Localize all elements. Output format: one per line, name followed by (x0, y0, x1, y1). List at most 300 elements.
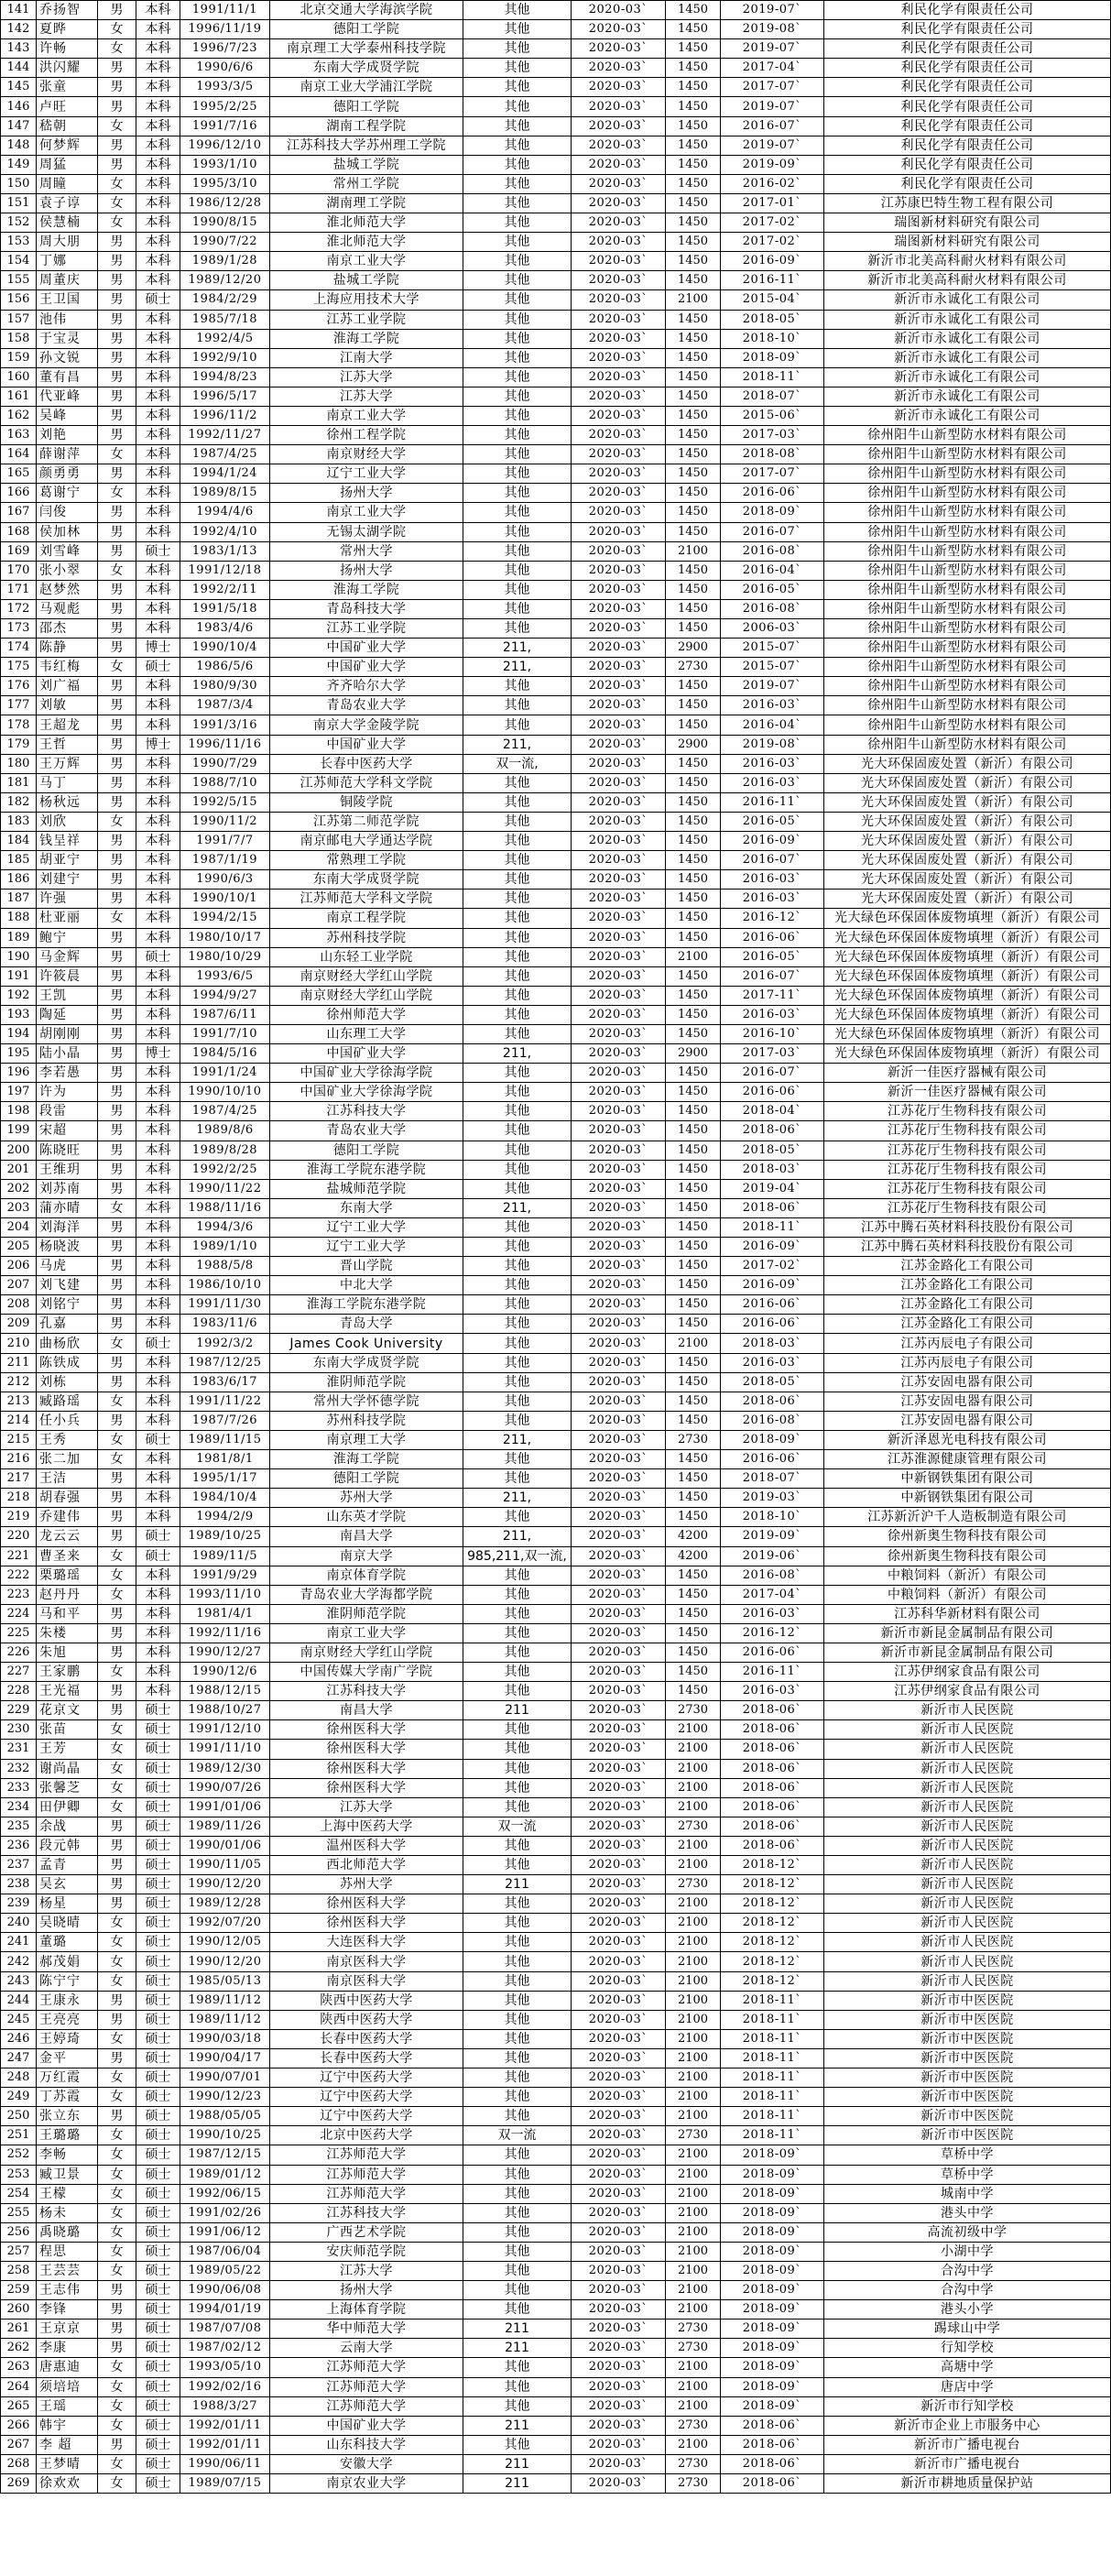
apply-date-cell: 2020-03` (572, 1489, 666, 1508)
row-index-cell: 239 (1, 1894, 37, 1914)
gender-cell: 女 (98, 2068, 136, 2088)
table-row (1, 1836, 1111, 1855)
table-row (1, 2474, 1111, 2494)
degree-cell: 本科 (136, 1276, 180, 1295)
row-index-cell: 166 (1, 484, 37, 503)
table-row (1, 1160, 1111, 1179)
table-row (1, 1295, 1111, 1315)
school-tier-cell: 其他 (463, 2010, 572, 2029)
gender-cell: 男 (98, 677, 136, 696)
employment-date-cell: 2018-09` (721, 2300, 824, 2319)
degree-cell: 本科 (136, 426, 180, 445)
school-tier-cell: 其他 (463, 1334, 572, 1353)
employer-cell: 瑞图新材料研究有限公司 (824, 213, 1111, 233)
row-index-cell: 161 (1, 387, 37, 406)
subsidy-amount-cell: 1450 (666, 966, 721, 986)
degree-cell: 硕士 (136, 947, 180, 966)
employer-cell: 新沂一佳医疗器械有限公司 (824, 1083, 1111, 1102)
university-cell: 淮阴师范学院 (270, 1372, 463, 1392)
subsidy-amount-cell: 1450 (666, 97, 721, 116)
apply-date-cell: 2020-03` (572, 1875, 666, 1894)
row-index-cell: 266 (1, 2416, 37, 2435)
university-cell: 南京工业大学 (270, 252, 463, 271)
birth-date-cell: 1995/1/17 (180, 1469, 270, 1489)
employer-cell: 光大环保固废处置（新沂）有限公司 (824, 792, 1111, 812)
university-cell: 苏州科技学院 (270, 928, 463, 947)
gender-cell: 男 (98, 1894, 136, 1914)
employer-cell: 利民化学有限责任公司 (824, 97, 1111, 116)
employer-cell: 江苏淮源健康管理有限公司 (824, 1450, 1111, 1469)
row-index-cell: 264 (1, 2377, 37, 2396)
subsidy-amount-cell: 2730 (666, 2454, 721, 2473)
apply-date-cell: 2020-03` (572, 1682, 666, 1701)
table-row (1, 116, 1111, 136)
birth-date-cell: 1989/12/30 (180, 1759, 270, 1778)
subsidy-amount-cell: 2100 (666, 541, 721, 561)
row-index-cell: 162 (1, 406, 37, 425)
employment-date-cell: 2018-06` (721, 2454, 824, 2473)
gender-cell: 男 (98, 233, 136, 252)
school-tier-cell: 其他 (463, 2222, 572, 2242)
table-row (1, 1566, 1111, 1585)
birth-date-cell: 1981/8/1 (180, 1450, 270, 1469)
gender-cell: 女 (98, 1720, 136, 1740)
person-name-cell: 何梦辉 (37, 136, 98, 155)
subsidy-amount-cell: 1450 (666, 1005, 721, 1024)
university-cell: 徐州医科大学 (270, 1740, 463, 1759)
birth-date-cell: 1990/7/29 (180, 754, 270, 773)
university-cell: 扬州大学 (270, 484, 463, 503)
subsidy-amount-cell: 2100 (666, 2358, 721, 2377)
row-index-cell: 183 (1, 812, 37, 831)
school-tier-cell: 其他 (463, 1720, 572, 1740)
person-name-cell: 王洁 (37, 1469, 98, 1489)
university-cell: 扬州大学 (270, 561, 463, 580)
school-tier-cell: 211 (463, 1701, 572, 1720)
row-index-cell: 153 (1, 233, 37, 252)
row-index-cell: 146 (1, 97, 37, 116)
employer-cell: 新沂一佳医疗器械有限公司 (824, 1064, 1111, 1083)
gender-cell: 男 (98, 1623, 136, 1643)
row-index-cell: 219 (1, 1508, 37, 1527)
apply-date-cell: 2020-03` (572, 503, 666, 522)
apply-date-cell: 2020-03` (572, 890, 666, 909)
table-row (1, 464, 1111, 484)
table-row (1, 174, 1111, 193)
row-index-cell: 145 (1, 78, 37, 97)
apply-date-cell: 2020-03` (572, 78, 666, 97)
subsidy-amount-cell: 2100 (666, 2088, 721, 2107)
degree-cell: 本科 (136, 233, 180, 252)
gender-cell: 女 (98, 1759, 136, 1778)
row-index-cell: 216 (1, 1450, 37, 1469)
employer-cell: 江苏花厅生物科技有限公司 (824, 1102, 1111, 1121)
degree-cell: 硕士 (136, 2358, 180, 2377)
university-cell: 江苏师范大学 (270, 2165, 463, 2184)
university-cell: 德阳工学院 (270, 1469, 463, 1489)
university-cell: 南京理工大学 (270, 1430, 463, 1449)
employment-date-cell: 2018-12` (721, 1894, 824, 1914)
employer-cell: 新沂市北美高科耐火材料有限公司 (824, 271, 1111, 290)
employment-date-cell: 2017-03` (721, 426, 824, 445)
employer-cell: 行知学校 (824, 2339, 1111, 2358)
subsidy-amount-cell: 2100 (666, 2048, 721, 2068)
school-tier-cell: 其他 (463, 426, 572, 445)
person-name-cell: 孙文锐 (37, 348, 98, 367)
employer-cell: 新沂市永诚化工有限公司 (824, 329, 1111, 348)
employer-cell: 江苏丙辰电子有限公司 (824, 1353, 1111, 1372)
school-tier-cell: 211, (463, 1198, 572, 1217)
degree-cell: 硕士 (136, 1856, 180, 1875)
gender-cell: 男 (98, 1276, 136, 1295)
row-index-cell: 250 (1, 2107, 37, 2126)
gender-cell: 女 (98, 174, 136, 193)
school-tier-cell: 其他 (463, 387, 572, 406)
apply-date-cell: 2020-03` (572, 1778, 666, 1797)
degree-cell: 本科 (136, 464, 180, 484)
university-cell: 中北大学 (270, 1276, 463, 1295)
person-name-cell: 任小兵 (37, 1411, 98, 1430)
subsidy-amount-cell: 2100 (666, 2107, 721, 2126)
employment-date-cell: 2016-03` (721, 1353, 824, 1372)
person-name-cell: 谢尚晶 (37, 1759, 98, 1778)
table-row (1, 715, 1111, 735)
university-cell: 江苏工业学院 (270, 619, 463, 639)
school-tier-cell: 211 (463, 2416, 572, 2435)
school-tier-cell: 其他 (463, 1856, 572, 1875)
subsidy-amount-cell: 1450 (666, 348, 721, 367)
person-name-cell: 许筱晨 (37, 966, 98, 986)
school-tier-cell: 其他 (463, 1836, 572, 1855)
row-index-cell: 149 (1, 155, 37, 174)
table-row (1, 2010, 1111, 2029)
apply-date-cell: 2020-03` (572, 1914, 666, 1933)
person-name-cell: 池伟 (37, 310, 98, 329)
apply-date-cell: 2020-03` (572, 2222, 666, 2242)
employer-cell: 新沂市人民医院 (824, 1701, 1111, 1720)
degree-cell: 本科 (136, 174, 180, 193)
degree-cell: 硕士 (136, 1759, 180, 1778)
employment-date-cell: 2018-06` (721, 1797, 824, 1817)
employment-date-cell: 2016-07` (721, 116, 824, 136)
row-index-cell: 144 (1, 59, 37, 78)
gender-cell: 男 (98, 252, 136, 271)
apply-date-cell: 2020-03` (572, 966, 666, 986)
table-row (1, 2261, 1111, 2280)
person-name-cell: 陈宁宁 (37, 1971, 98, 1991)
university-cell: 华中师范大学 (270, 2319, 463, 2339)
birth-date-cell: 1994/9/27 (180, 986, 270, 1005)
gender-cell: 男 (98, 870, 136, 890)
table-row (1, 503, 1111, 522)
birth-date-cell: 1992/5/15 (180, 792, 270, 812)
university-cell: 南京大学 (270, 1546, 463, 1566)
apply-date-cell: 2020-03` (572, 59, 666, 78)
subsidy-amount-cell: 1450 (666, 986, 721, 1005)
table-row (1, 1392, 1111, 1411)
subsidy-amount-cell: 1450 (666, 1604, 721, 1623)
birth-date-cell: 1980/10/29 (180, 947, 270, 966)
school-tier-cell: 其他 (463, 310, 572, 329)
person-name-cell: 马和平 (37, 1604, 98, 1623)
subsidy-amount-cell: 1450 (666, 580, 721, 599)
employment-date-cell: 2016-08` (721, 1566, 824, 1585)
degree-cell: 本科 (136, 1585, 180, 1604)
person-name-cell: 朱楼 (37, 1623, 98, 1643)
subsidy-amount-cell: 1450 (666, 1450, 721, 1469)
school-tier-cell: 其他 (463, 2396, 572, 2416)
birth-date-cell: 1987/07/08 (180, 2319, 270, 2339)
degree-cell: 硕士 (136, 1971, 180, 1991)
table-row (1, 2145, 1111, 2165)
subsidy-amount-cell: 2100 (666, 1894, 721, 1914)
school-tier-cell: 其他 (463, 890, 572, 909)
university-cell: 南京医科大学 (270, 1971, 463, 1991)
table-row (1, 1778, 1111, 1797)
university-cell: 淮北师范大学 (270, 233, 463, 252)
school-tier-cell: 其他 (463, 174, 572, 193)
person-name-cell: 杜亚丽 (37, 909, 98, 928)
school-tier-cell: 其他 (463, 2048, 572, 2068)
person-name-cell: 田伊卿 (37, 1797, 98, 1817)
school-tier-cell: 其他 (463, 1991, 572, 2010)
apply-date-cell: 2020-03` (572, 1005, 666, 1024)
university-cell: 常州工学院 (270, 174, 463, 193)
table-row (1, 1585, 1111, 1604)
school-tier-cell: 其他 (463, 329, 572, 348)
university-cell: 山东轻工业学院 (270, 947, 463, 966)
employer-cell: 新沂市人民医院 (824, 1952, 1111, 1971)
school-tier-cell: 其他 (463, 522, 572, 541)
gender-cell: 女 (98, 1585, 136, 1604)
birth-date-cell: 1991/11/1 (180, 1, 270, 20)
subsidy-amount-cell: 2100 (666, 2068, 721, 2088)
birth-date-cell: 1985/05/13 (180, 1971, 270, 1991)
university-cell: 江苏科技大学 (270, 2203, 463, 2222)
employer-cell: 徐州阳牛山新型防水材料有限公司 (824, 619, 1111, 639)
degree-cell: 本科 (136, 522, 180, 541)
school-tier-cell: 211, (463, 639, 572, 658)
degree-cell: 本科 (136, 812, 180, 831)
employment-date-cell: 2015-06` (721, 406, 824, 425)
employer-cell: 徐州阳牛山新型防水材料有限公司 (824, 541, 1111, 561)
subsidy-amount-cell: 2100 (666, 2242, 721, 2261)
gender-cell: 男 (98, 715, 136, 735)
employment-date-cell: 2018-11` (721, 1991, 824, 2010)
school-tier-cell: 211 (463, 2474, 572, 2494)
subsidy-amount-cell: 2100 (666, 2435, 721, 2454)
employment-date-cell: 2018-09` (721, 2242, 824, 2261)
employment-date-cell: 2018-11` (721, 2029, 824, 2048)
degree-cell: 硕士 (136, 2010, 180, 2029)
employer-cell: 江苏安固电器有限公司 (824, 1372, 1111, 1392)
employment-date-cell: 2017-02` (721, 213, 824, 233)
birth-date-cell: 1987/4/25 (180, 445, 270, 464)
person-name-cell: 李 超 (37, 2435, 98, 2454)
university-cell: 徐州医科大学 (270, 1759, 463, 1778)
apply-date-cell: 2020-03` (572, 1315, 666, 1334)
person-name-cell: 刘艳 (37, 426, 98, 445)
degree-cell: 本科 (136, 367, 180, 387)
employment-date-cell: 2018-09` (721, 2358, 824, 2377)
person-name-cell: 马金辉 (37, 947, 98, 966)
row-index-cell: 174 (1, 639, 37, 658)
table-row (1, 271, 1111, 290)
apply-date-cell: 2020-03` (572, 1527, 666, 1546)
birth-date-cell: 1987/12/25 (180, 1353, 270, 1372)
person-name-cell: 刘雪峰 (37, 541, 98, 561)
birth-date-cell: 1988/3/27 (180, 2396, 270, 2416)
degree-cell: 本科 (136, 870, 180, 890)
subsidy-amount-cell: 1450 (666, 387, 721, 406)
apply-date-cell: 2020-03` (572, 310, 666, 329)
birth-date-cell: 1987/12/15 (180, 2145, 270, 2165)
apply-date-cell: 2020-03` (572, 677, 666, 696)
subsidy-amount-cell: 1450 (666, 116, 721, 136)
table-row (1, 1450, 1111, 1469)
row-index-cell: 155 (1, 271, 37, 290)
university-cell: 齐齐哈尔大学 (270, 677, 463, 696)
table-row (1, 213, 1111, 233)
employment-date-cell: 2016-04` (721, 715, 824, 735)
employer-cell: 新沂市人民医院 (824, 1836, 1111, 1855)
row-index-cell: 223 (1, 1585, 37, 1604)
employment-date-cell: 2016-12` (721, 909, 824, 928)
row-index-cell: 190 (1, 947, 37, 966)
school-tier-cell: 其他 (463, 696, 572, 715)
person-name-cell: 杨秋远 (37, 792, 98, 812)
apply-date-cell: 2020-03` (572, 20, 666, 39)
university-cell: 江苏科技大学 (270, 1102, 463, 1121)
university-cell: 淮阴师范学院 (270, 1604, 463, 1623)
degree-cell: 硕士 (136, 2165, 180, 2184)
degree-cell: 本科 (136, 445, 180, 464)
row-index-cell: 204 (1, 1217, 37, 1237)
subsidy-amount-cell: 1450 (666, 1160, 721, 1179)
employer-cell: 新沂市人民医院 (824, 1933, 1111, 1952)
employment-date-cell: 2018-11` (721, 2068, 824, 2088)
person-name-cell: 李若愚 (37, 1064, 98, 1083)
gender-cell: 男 (98, 1044, 136, 1064)
row-index-cell: 182 (1, 792, 37, 812)
table-row (1, 1894, 1111, 1914)
employer-cell: 利民化学有限责任公司 (824, 59, 1111, 78)
employment-date-cell: 2018-12` (721, 1933, 824, 1952)
gender-cell: 男 (98, 1856, 136, 1875)
row-index-cell: 231 (1, 1740, 37, 1759)
birth-date-cell: 1986/5/6 (180, 658, 270, 677)
gender-cell: 女 (98, 909, 136, 928)
birth-date-cell: 1990/10/4 (180, 639, 270, 658)
birth-date-cell: 1991/02/26 (180, 2203, 270, 2222)
birth-date-cell: 1989/8/28 (180, 1141, 270, 1160)
birth-date-cell: 1990/11/05 (180, 1856, 270, 1875)
subsidy-amount-cell: 2100 (666, 2377, 721, 2396)
university-cell: 中国矿业大学 (270, 2416, 463, 2435)
birth-date-cell: 1989/11/12 (180, 2010, 270, 2029)
university-cell: 淮海工学院 (270, 580, 463, 599)
birth-date-cell: 1995/3/10 (180, 174, 270, 193)
university-cell: 南京财经大学红山学院 (270, 986, 463, 1005)
degree-cell: 硕士 (136, 2339, 180, 2358)
apply-date-cell: 2020-03` (572, 2358, 666, 2377)
subsidy-amount-cell: 1450 (666, 78, 721, 97)
row-index-cell: 255 (1, 2203, 37, 2222)
person-name-cell: 周猛 (37, 155, 98, 174)
row-index-cell: 150 (1, 174, 37, 193)
employer-cell: 徐州阳牛山新型防水材料有限公司 (824, 561, 1111, 580)
person-name-cell: 许强 (37, 890, 98, 909)
table-row (1, 2184, 1111, 2203)
person-name-cell: 丁苏霞 (37, 2088, 98, 2107)
university-cell: 苏州大学 (270, 1875, 463, 1894)
gender-cell: 女 (98, 1740, 136, 1759)
subsidy-amount-cell: 2100 (666, 1334, 721, 1353)
school-tier-cell: 211, (463, 1044, 572, 1064)
table-row (1, 1797, 1111, 1817)
person-name-cell: 赵梦然 (37, 580, 98, 599)
gender-cell: 女 (98, 2416, 136, 2435)
gender-cell: 女 (98, 1334, 136, 1353)
row-index-cell: 232 (1, 1759, 37, 1778)
person-name-cell: 王婷琦 (37, 2029, 98, 2048)
university-cell: 辽宁工业大学 (270, 1217, 463, 1237)
table-row (1, 2300, 1111, 2319)
gender-cell: 男 (98, 78, 136, 97)
birth-date-cell: 1990/07/26 (180, 1778, 270, 1797)
gender-cell: 女 (98, 1933, 136, 1952)
gender-cell: 男 (98, 2048, 136, 2068)
apply-date-cell: 2020-03` (572, 1971, 666, 1991)
employer-cell: 小湖中学 (824, 2242, 1111, 2261)
person-name-cell: 栗璐瑶 (37, 1566, 98, 1585)
birth-date-cell: 1989/8/15 (180, 484, 270, 503)
apply-date-cell: 2020-03` (572, 715, 666, 735)
university-cell: 江苏师范大学 (270, 2184, 463, 2203)
gender-cell: 女 (98, 2261, 136, 2280)
employment-date-cell: 2017-02` (721, 1257, 824, 1276)
table-row (1, 1, 1111, 20)
gender-cell: 男 (98, 290, 136, 310)
degree-cell: 硕士 (136, 290, 180, 310)
school-tier-cell: 其他 (463, 1623, 572, 1643)
gender-cell: 男 (98, 271, 136, 290)
employment-date-cell: 2016-09` (721, 252, 824, 271)
person-name-cell: 刘栋 (37, 1372, 98, 1392)
table-row (1, 1643, 1111, 1662)
degree-cell: 本科 (136, 136, 180, 155)
university-cell: 常州大学怀德学院 (270, 1392, 463, 1411)
school-tier-cell: 其他 (463, 1024, 572, 1043)
person-name-cell: 马丁 (37, 773, 98, 792)
degree-cell: 本科 (136, 1682, 180, 1701)
gender-cell: 女 (98, 1971, 136, 1991)
table-row (1, 1064, 1111, 1083)
table-row (1, 1372, 1111, 1392)
gender-cell: 男 (98, 1257, 136, 1276)
school-tier-cell: 其他 (463, 1238, 572, 1257)
school-tier-cell: 其他 (463, 1663, 572, 1682)
table-row (1, 20, 1111, 39)
birth-date-cell: 1991/1/24 (180, 1064, 270, 1083)
table-row (1, 2165, 1111, 2184)
person-name-cell: 宋超 (37, 1121, 98, 1141)
subsidy-amount-cell: 1450 (666, 1489, 721, 1508)
apply-date-cell: 2020-03` (572, 2281, 666, 2300)
gender-cell: 男 (98, 1238, 136, 1257)
university-cell: 无锡太湖学院 (270, 522, 463, 541)
university-cell: 北京中医药大学 (270, 2126, 463, 2145)
